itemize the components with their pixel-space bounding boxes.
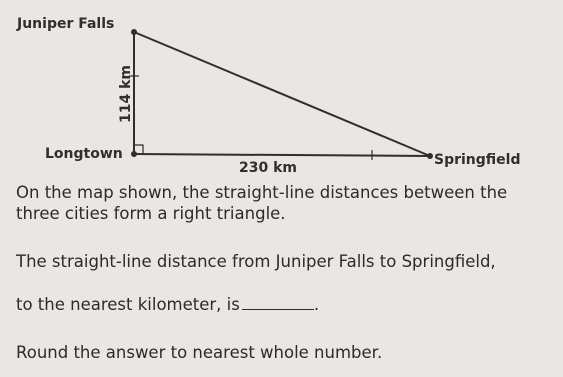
prompt-period: .	[313, 295, 320, 314]
problem-intro: On the map shown, the straight-line distances between the three cities form a right triangle.	[16, 183, 508, 223]
label-longtown: Longtown	[45, 146, 123, 162]
city-marker-juniper-falls	[131, 29, 137, 35]
rounding-instruction: Round the answer to nearest whole number.	[16, 343, 383, 362]
label-vertical-distance: 114 km	[118, 65, 134, 123]
label-horizontal-distance: 230 km	[239, 160, 297, 176]
prompt-text: to the nearest kilometer, is	[16, 295, 240, 314]
problem-prompt	[16, 294, 556, 315]
problem-question: The straight-line distance from Juniper Falls to Springfield,	[16, 252, 496, 271]
answer-blank[interactable]	[242, 295, 314, 310]
label-juniper-falls: Juniper Falls	[17, 16, 115, 32]
edge-longtown-springfield	[134, 154, 430, 156]
edge-juniper-springfield	[134, 32, 430, 156]
label-springfield: Springfield	[434, 152, 521, 168]
city-marker-longtown	[131, 151, 137, 157]
city-marker-springfield	[427, 153, 433, 159]
